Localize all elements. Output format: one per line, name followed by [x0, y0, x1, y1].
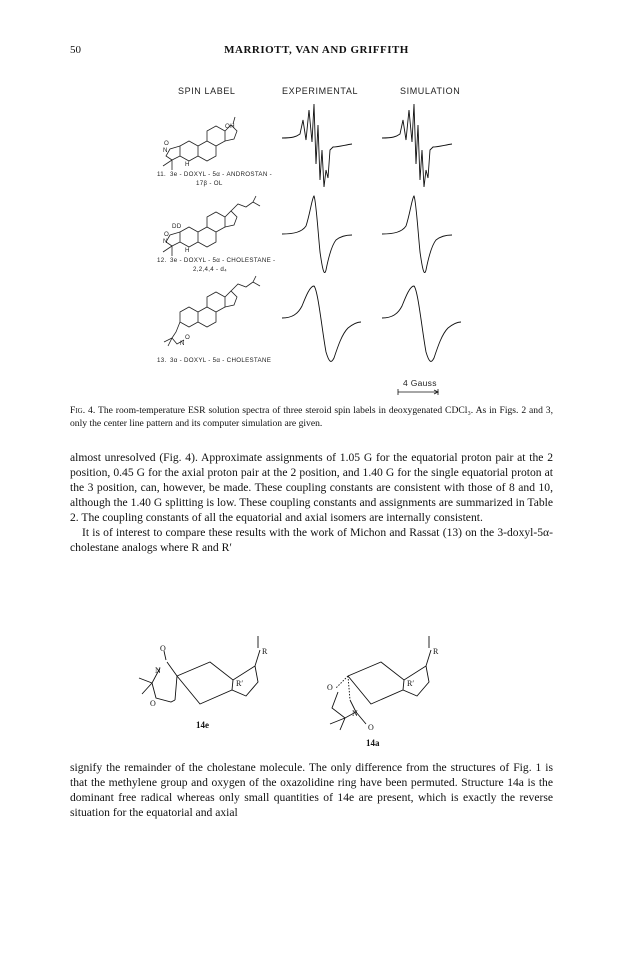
- 14a-label: 14a: [366, 738, 380, 748]
- structure-14a: [330, 636, 431, 730]
- 14e-atom-o-ring: O: [150, 699, 156, 708]
- paragraph-2: It is of interest to compare these results with the work of Michon and Rassat (13) on the 3-doxyl-5α-cholestane analogs where R and R′: [70, 526, 553, 554]
- running-title: MARRIOTT, VAN AND GRIFFITH: [224, 44, 409, 56]
- 14e-r: R: [262, 647, 268, 656]
- oh-label: OH: [225, 123, 235, 130]
- caption-label: Fig. 4.: [70, 405, 96, 416]
- atom-n-12: N: [163, 238, 168, 245]
- 14a-r-prime: R′: [407, 679, 415, 688]
- column-header-spin-label: SPIN LABEL: [178, 86, 236, 96]
- row-12-number: 12.: [157, 257, 167, 264]
- body-paragraphs-bottom: [70, 760, 553, 820]
- row-11-number: 11.: [157, 171, 167, 178]
- atom-o-12: O: [164, 231, 170, 238]
- row-11-name-line1: 3e - DOXYL - 5α - ANDROSTAN -: [170, 171, 273, 178]
- paragraph-3: signify the remainder of the cholestane molecule. The only difference from the structures of Fig. 1 is that the methylene group and oxygen of the oxazolidine ring have been permuted. Structure 14a is the dominant free radical whereas only small quantities of 14e are present, which is exactly the reverse situation for the equatorial and axial: [70, 761, 553, 819]
- row-12-name-line2: 2,2,4,4 - d₄: [193, 266, 227, 273]
- paragraph-1: almost unresolved (Fig. 4). Approximate assignments of 1.05 G for the equatorial proton pair at the 2 position, 0.45 G for the axial proton pair at the 2 position, and 1.40 G for the single equatorial proton at the 3 position, can, however, be made. These coupling constants are consistent with those of 8 and 10, although the 1.40 G splitting is low. These coupling constants and assignments are summarized in Table 2. The coupling constants of all the equatorial and axial isomers are internally consistent.: [70, 451, 553, 524]
- row-12-name-line1: 3e - DOXYL - 5α - CHOLESTANE -: [170, 257, 276, 264]
- caption-text: The room-temperature ESR solution spectra of three steroid spin labels in deoxygenated CDCl₃. As in Figs. 2 and 3, only the center line pattern and its computer simulation are given.: [70, 405, 553, 429]
- 14e-r-prime: R′: [236, 679, 244, 688]
- 14a-atom-o-ring: O: [327, 683, 333, 692]
- 14a-atom-n: N: [352, 709, 358, 718]
- atom-o-13: O: [185, 334, 191, 341]
- row-13-number: 13.: [157, 357, 167, 364]
- column-header-experimental: EXPERIMENTAL: [282, 86, 359, 96]
- deuterium-labels-top: DD: [172, 223, 182, 230]
- row-13-name: 3α - DOXYL - 5α - CHOLESTANE: [170, 357, 272, 364]
- atom-h-12: H: [185, 247, 190, 254]
- atom-h-11: H: [185, 161, 190, 168]
- 14e-label: 14e: [196, 720, 209, 730]
- 14e-atom-o-top: O: [160, 644, 166, 653]
- atom-n-13: N: [180, 340, 185, 347]
- atom-n-11: N: [163, 147, 168, 154]
- scale-bar-label: 4 Gauss: [403, 378, 437, 388]
- atom-o-11: O: [164, 140, 170, 147]
- page-number: 50: [70, 44, 81, 56]
- column-header-simulation: SIMULATION: [400, 86, 461, 96]
- 14a-atom-o-bottom: O: [368, 723, 374, 732]
- 14a-r: R: [433, 647, 439, 656]
- 14e-atom-n: N: [155, 666, 161, 675]
- row-11-name-line2: 17β - OL: [196, 180, 223, 187]
